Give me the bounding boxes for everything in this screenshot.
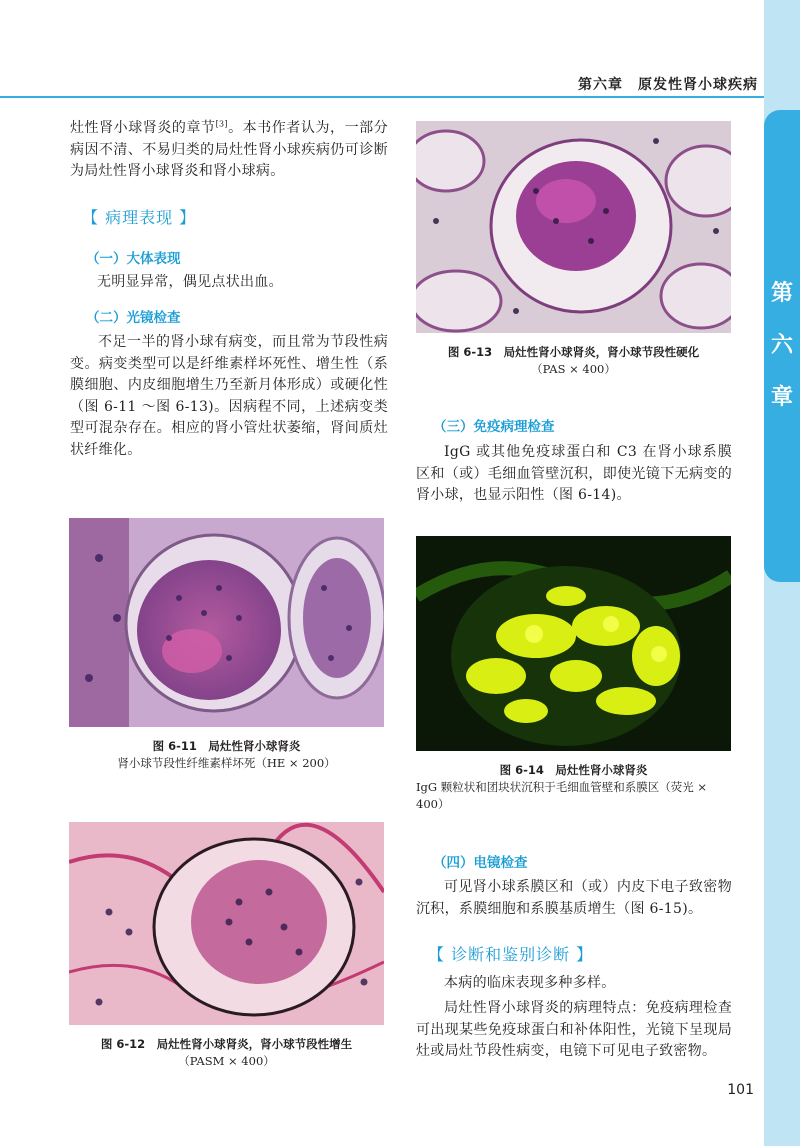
light-paragraph: 不足一半的肾小球有病变，而且常为节段性病变。病变类型可以是纤维素样坏死性、增生性（系膜细胞、内皮细胞增生乃至新月体形成）或硬化性（图 6-11 ～图 6-13)。因病程不同，上述病变类型可混杂存在。相应的肾小管灶状萎缩，肾间质灶状纤维化。 <box>70 334 388 458</box>
figure-6-11-image <box>69 518 384 727</box>
figure-6-13-image <box>416 121 731 333</box>
intro-text: 灶性肾小球肾炎的章节 <box>70 120 216 136</box>
chapter-side-char-2: 六 <box>770 333 793 358</box>
em-paragraph: 可见肾小球系膜区和（或）内皮下电子致密物沉积，系膜细胞和系膜基质增生（图 6-15)。 <box>416 879 732 917</box>
subsection-title-light: （二）光镜检查 <box>86 310 181 326</box>
figure-6-13-label: 图 6-13 局灶性肾小球肾炎，肾小球节段性硬化 <box>447 345 700 359</box>
intro-reference: [3] <box>215 119 228 129</box>
diagnosis-paragraph-2: 局灶性肾小球肾炎的病理特点：免疫病理检查可出现某些免疫球蛋白和补体阳性，光镜下呈现局灶或局灶节段性病变，电镜下可见电子致密物。 <box>416 1000 732 1059</box>
intro-text-cont: 。本书作者认为，一部分病因不清、不易归类的局灶性肾小球疾病仍可诊断为局灶性肾小球肾炎和肾小球病。 <box>70 120 388 179</box>
page-number: 101 <box>727 1082 754 1098</box>
figure-6-14-label: 图 6-14 局灶性肾小球肾炎 <box>499 763 648 777</box>
intro-paragraph <box>70 118 388 183</box>
subsection-title-em: （四）电镜检查 <box>433 855 528 871</box>
header-rule <box>0 96 764 98</box>
figure-6-13-description: （PAS × 400） <box>531 362 616 376</box>
section-title-pathology: 【 病理表现 】 <box>82 208 197 227</box>
figure-6-13-caption <box>416 344 731 378</box>
chapter-side-label <box>764 268 800 424</box>
figure-6-12-caption <box>69 1036 384 1070</box>
figure-6-14-caption <box>416 762 731 813</box>
chapter-side-char-3: 章 <box>770 385 793 410</box>
figure-6-11-label: 图 6-11 局灶性肾小球肾炎 <box>152 739 301 753</box>
figure-6-11-description: 肾小球节段性纤维素样坏死（HE × 200） <box>117 756 336 770</box>
figure-6-14-image <box>416 536 731 751</box>
section-title-diagnosis: 【 诊断和鉴别诊断 】 <box>428 945 594 964</box>
diagnosis-paragraph-1: 本病的临床表现多种多样。 <box>444 975 616 991</box>
running-header: 第六章 原发性肾小球疾病 <box>578 77 758 93</box>
subsection-title-immuno: （三）免疫病理检查 <box>433 419 555 435</box>
figure-6-12-description: （PASM × 400） <box>178 1054 275 1068</box>
figure-6-11-caption <box>69 738 384 772</box>
immuno-paragraph: IgG 或其他免疫球蛋白和 C3 在肾小球系膜区和（或）毛细血管壁沉积，即使光镜下无病变的肾小球，也显示阳性（图 6-14)。 <box>416 444 732 503</box>
gross-paragraph: 无明显异常，偶见点状出血。 <box>97 274 283 290</box>
chapter-side-char-1: 第 <box>770 281 793 306</box>
figure-6-14-description: IgG 颗粒状和团块状沉积于毛细血管壁和系膜区（荧光 × 400） <box>416 780 708 811</box>
figure-6-12-label: 图 6-12 局灶性肾小球肾炎，肾小球节段性增生 <box>100 1037 353 1051</box>
figure-6-12-image <box>69 822 384 1025</box>
subsection-title-gross: （一）大体表现 <box>86 251 181 267</box>
